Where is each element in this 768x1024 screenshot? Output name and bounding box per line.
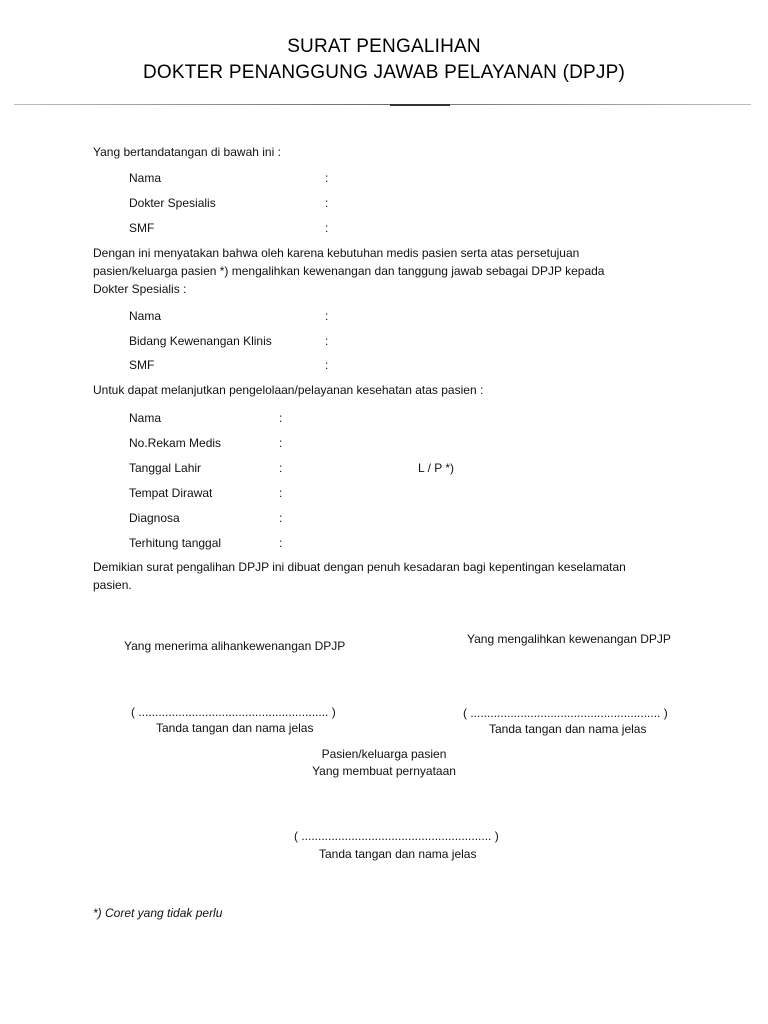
patient-field-colon: : [279,411,283,425]
receiver-signature-line: ( ......................................................... ) [131,705,336,719]
footnote: *) Coret yang tidak perlu [93,906,223,920]
transferor-signature-title: Yang mengalihkan kewenangan DPJP [467,632,671,646]
patient-field-label: Tempat Dirawat [129,486,213,500]
patient-signature-subtitle: Yang membuat pernyataan [312,764,456,778]
patient-field-colon: : [279,461,283,475]
section1-field-label: Dokter Spesialis [129,196,216,210]
receiver-signature-caption: Tanda tangan dan nama jelas [156,721,314,735]
section1-field-label: SMF [129,221,155,235]
gender-option: L / P *) [418,461,455,475]
section2-field-label: SMF [129,358,155,372]
transferor-signature-caption: Tanda tangan dan nama jelas [489,722,647,736]
patient-signature-title: Pasien/keluarga pasien [321,747,447,761]
receiver-signature-title: Yang menerima alihankewenangan DPJP [124,639,346,653]
patient-field-label: No.Rekam Medis [129,436,222,450]
section2-field-label: Nama [129,309,162,323]
section1-field-colon: : [325,196,329,210]
section1-field-colon: : [325,171,329,185]
patient-field-colon: : [279,536,283,550]
patient-field-label: Terhitung tanggal [129,536,222,550]
patient-field-colon: : [279,436,283,450]
closing-statement-line: Demikian surat pengalihan DPJP ini dibuat dengan penuh kesadaran bagi kepentingan keselamatan [93,560,626,574]
section2-field-colon: : [325,358,329,372]
section1-field-colon: : [325,221,329,235]
transferor-signature-line: ( ......................................................... ) [463,706,668,720]
patient-field-label: Diagnosa [129,511,180,525]
section3-intro: Untuk dapat melanjutkan pengelolaan/pelayanan kesehatan atas pasien : [93,383,484,397]
closing-statement-line: pasien. [93,578,132,592]
patient-field-label: Tanggal Lahir [129,461,202,475]
header-divider [14,104,751,105]
document-title: SURAT PENGALIHAN [287,36,481,57]
patient-field-colon: : [279,511,283,525]
section2-statement-line: pasien/keluarga pasien *) mengalihkan kewenangan dan tanggung jawab sebagai DPJP kepada [93,264,605,278]
section1-intro: Yang bertandatangan di bawah ini : [93,145,281,159]
patient-field-label: Nama [129,411,162,425]
header-divider-accent [390,104,450,106]
patient-field-colon: : [279,486,283,500]
section1-field-label: Nama [129,171,162,185]
document-subtitle: DOKTER PENANGGUNG JAWAB PELAYANAN (DPJP) [142,62,626,83]
patient-signature-line: ( ......................................................... ) [294,829,499,843]
patient-signature-caption: Tanda tangan dan nama jelas [319,847,477,861]
section2-statement-line: Dokter Spesialis : [93,282,187,296]
section2-field-colon: : [325,309,329,323]
section2-field-colon: : [325,334,329,348]
section2-statement-line: Dengan ini menyatakan bahwa oleh karena kebutuhan medis pasien serta atas persetujuan [93,246,580,260]
section2-field-label: Bidang Kewenangan Klinis [129,334,272,348]
